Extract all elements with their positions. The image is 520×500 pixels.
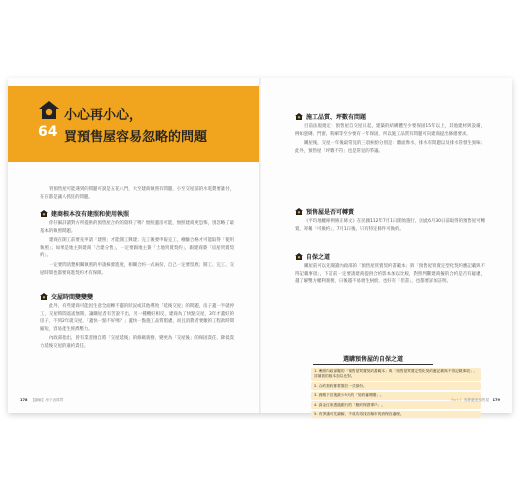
section-title: 交屋時間變變變 <box>51 294 94 301</box>
house-icon <box>295 208 303 215</box>
section-body-self-protection <box>295 263 485 288</box>
paragraph: 內政部指出，曾有業者擅自將「交屋延後」的條碼義務，變更為「交屋後」的保固責任，降低責力延後交屋的違約責任。 <box>40 336 234 349</box>
section-heading-delivery <box>40 292 93 301</box>
tip-item: 4. 資金往來透過銀行的「履約保證專戶」。 <box>311 401 481 409</box>
tips-list <box>311 368 481 420</box>
left-footer <box>20 398 63 403</box>
section-body-quality <box>295 123 485 157</box>
paragraph: 此外，有些建商可能因生意全面轉不靈的狀況或其他導致「延後交屋」的問題，房子蓋一半就停工，交屋時間遙遙無期，讓購屋者有苦說不出，另一種機好相反，建商為了快點交屋，3年才蓋好的房子，不到2年就交屋，「蓋快一點不好嗎？」蓋快一點施工品質堪慮，而且消費者要繳的工程款時間縮短，容易產生經濟壓力。 <box>40 304 234 332</box>
section-heading-permits <box>40 209 129 218</box>
tip-item: 3. 務期下訂後最少5天的「契約審閱期」。 <box>311 392 481 400</box>
section-heading-self-protection <box>295 252 330 261</box>
house-icon <box>295 253 303 260</box>
chapter-title-line1: 小心再小心， <box>64 108 143 123</box>
chapter-banner <box>8 86 259 162</box>
paragraph: 你仔細詳讀對方所提供的預售屋合約的資料了嗎？無照蓋房可能，無照建商更恐怖，別忽略了最基本的執照問題。 <box>40 221 234 234</box>
house-icon <box>40 210 48 217</box>
intro-text <box>40 186 234 203</box>
intro-paragraph: 買預售屋可能遇到的問題可說是五花八門，大至建商執照有問題，小至交屋前的水電費要誰付，在在都是讓人抓狂的問題。 <box>40 187 234 200</box>
book-title: 【圖解】房子這樣買 <box>30 398 64 402</box>
house-icon <box>38 100 60 120</box>
chapter-number: 64 <box>38 124 58 140</box>
paragraph: 目前法規規定：預售屋自交屋日起，建築的結構體至少要保固15年以上，其他建材與設備，例如瓷磚、門窗、粉刷等至少要有一年保固，所以施工品質有問題可向建商提出修繕要求。 <box>295 124 485 137</box>
house-icon <box>295 113 303 120</box>
paragraph: 購屋後，交屋一年後最常見的三項糾紛分別是：牆面滲水，排水有問題以及排水管發生異味；此外，預售屋「坪數不符」也是常見的爭議。 <box>295 141 485 154</box>
tip-item: 5. 有爭議可先調解，不成功再找各縣市的消保官處理。 <box>311 411 481 419</box>
section-body-resale <box>295 218 485 235</box>
section-body-permits <box>40 220 234 279</box>
section-title: 自保之道 <box>306 254 331 261</box>
paragraph: 《平均地權條例修正條文》在民國112年7月1日開始施行，因此6月30日前取得的預售屋可轉賣，寄稱「可換約」，7月1日後，只有特定條件可換約。 <box>295 219 485 232</box>
tip-item: 2. 合約契約都要簽註一式兩份。 <box>311 382 481 390</box>
left-page <box>8 78 259 413</box>
section-title: 預售屋是否可轉賣 <box>306 209 355 216</box>
tip-item: 1. 參照內政部擬的「預售屋買賣契約書範本」與「預售屋買賣定型化契約應記載與不得記載事項」，詳讀我的版本加以比對。 <box>311 368 481 381</box>
house-icon <box>40 293 48 300</box>
section-title: 建商根本沒有建照和使用執照 <box>51 211 130 218</box>
section-heading-resale <box>295 207 354 216</box>
right-page <box>261 78 512 416</box>
paragraph: 購屋前可以先閱讀內政部的「預售屋買賣契約書範本」與「預售屋買賣定型化契約應記載與不得記載事項」，下訂前一定要請建商提供合約影本加以比較，對照判斷建商擬的合約是否有疑慮，越了解雙方權利義務，日後越不易發生糾紛，也好有「但書」，也都要詳加註明。 <box>295 264 485 285</box>
tips-box-title: 選購預售屋的自保之道 <box>313 355 433 365</box>
section-body-delivery <box>40 303 234 353</box>
section-heading-quality <box>295 112 366 121</box>
page-number: 179 <box>492 398 500 402</box>
paragraph: 一定要問清楚相關執照的申請核發進度，相關合約一式兩份，自己一定要留底；開工、完工、交屋時間也都要寫進契約才有保障。 <box>40 262 234 276</box>
part-title: 有夢最美預售屋 <box>463 398 490 402</box>
page-number: 178 <box>20 398 28 402</box>
book-gutter <box>259 78 261 413</box>
right-footer <box>451 398 500 403</box>
paragraph: 建商在開工前要先申請「建照」才能開工興建；完工後要申報完工，檢驗合格才可能取得「使用執照」；如果是地主與建商「合建分售」，一定要跟地主簽「土地買賣契約」，跟建商簽「房屋買賣契約」。 <box>40 238 234 259</box>
section-title: 施工品質、坪數有問題 <box>306 114 367 121</box>
chapter-title-line2: 買預售屋容易忽略的問題 <box>64 130 208 145</box>
part-label: Part 5 <box>451 398 462 402</box>
